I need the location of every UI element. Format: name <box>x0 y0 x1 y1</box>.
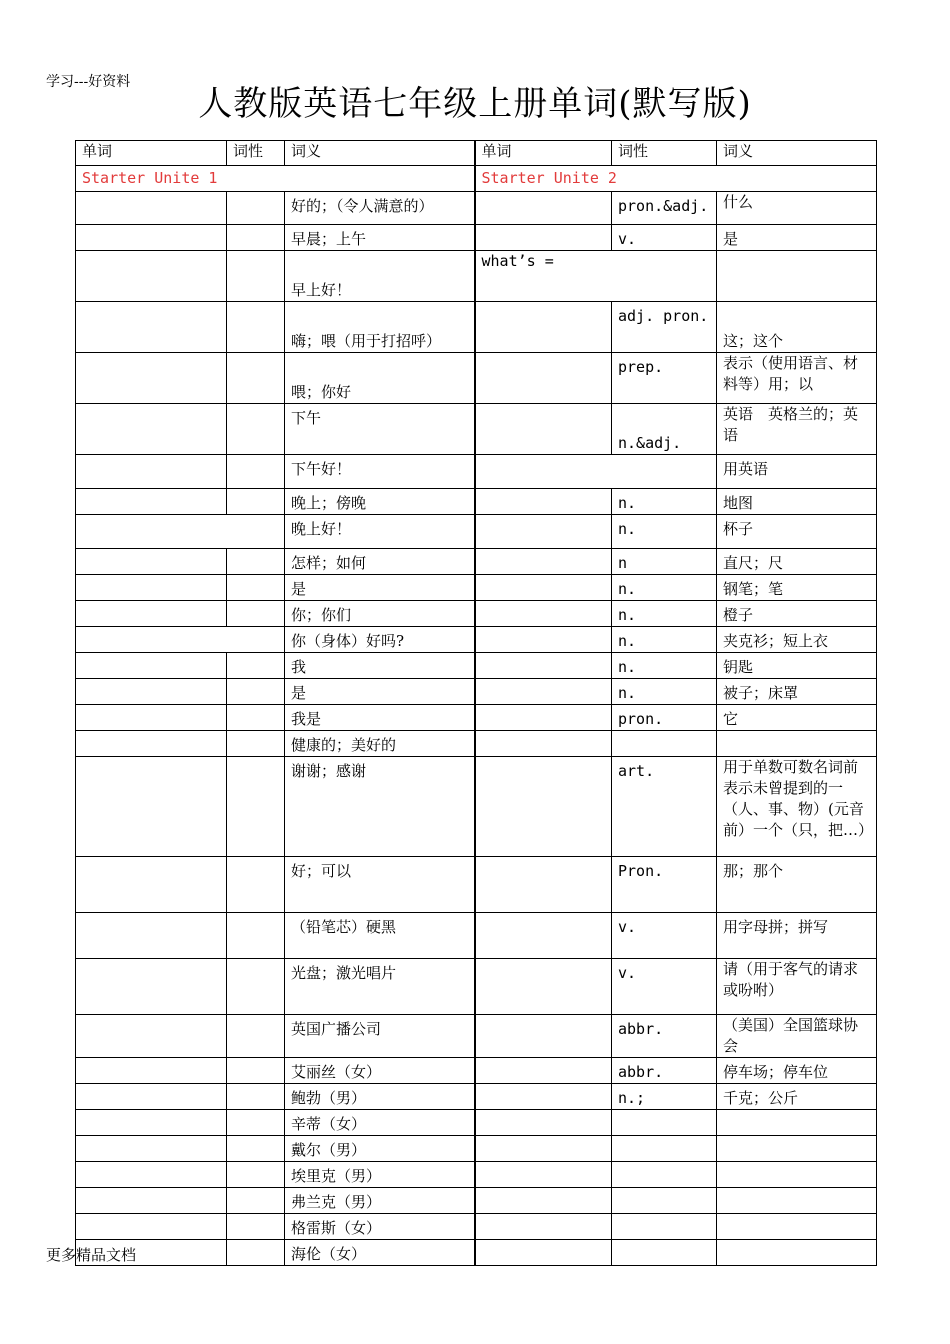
meaning-cell: 戴尔（男） <box>285 1136 475 1162</box>
meaning-cell: 喂；你好 <box>285 353 475 404</box>
pos-cell-2 <box>612 1214 717 1240</box>
page-title: 人教版英语七年级上册单词(默写版) <box>198 84 752 124</box>
table-row <box>76 913 877 959</box>
pos-cell-2: n.&adj. <box>612 404 717 455</box>
footer-note: 更多精品文档 <box>46 1246 137 1264</box>
pos-blank <box>227 757 285 857</box>
pos-cell-2 <box>612 1136 717 1162</box>
pos-blank <box>227 679 285 705</box>
pos-blank <box>227 404 285 455</box>
word-blank-2 <box>475 192 612 225</box>
pos-cell-2: abbr. <box>612 1015 717 1058</box>
word-blank <box>76 302 227 353</box>
meaning-cell-2: 用英语 <box>717 455 877 489</box>
pos-cell-2 <box>612 1188 717 1214</box>
word-blank-2 <box>475 1058 612 1084</box>
meaning-cell-2: 停车场；停车位 <box>717 1058 877 1084</box>
pos-cell-2: n <box>612 549 717 575</box>
table-row <box>76 653 877 679</box>
pos-blank <box>227 225 285 251</box>
meaning-cell-2: 地图 <box>717 489 877 515</box>
header-note: 学习---好资料 <box>46 74 131 90</box>
word-blank-2 <box>475 1084 612 1110</box>
column-header-word-2: 单词 <box>475 141 612 166</box>
meaning-cell-2: （美国）全国篮球协会 <box>717 1015 877 1058</box>
table-row <box>76 302 877 353</box>
pos-blank <box>227 1015 285 1058</box>
table-row <box>76 192 877 225</box>
word-blank <box>76 1110 227 1136</box>
unit-row <box>76 166 877 192</box>
meaning-cell-2: 英语 英格兰的；英语 <box>717 404 877 455</box>
table-row <box>76 627 877 653</box>
meaning-cell-2: 用于单数可数名词前表示未曾提到的一（人、事、物）(元音前）一个（只，把…） <box>717 757 877 857</box>
pos-cell-2: v. <box>612 959 717 1015</box>
word-blank <box>76 1136 227 1162</box>
word-blank-2 <box>475 679 612 705</box>
table-row <box>76 489 877 515</box>
meaning-cell-2: 请（用于客气的请求或吩咐） <box>717 959 877 1015</box>
meaning-cell: 健康的；美好的 <box>285 731 475 757</box>
pos-cell-2: v. <box>612 225 717 251</box>
word-blank <box>76 653 227 679</box>
meaning-cell-2 <box>717 1110 877 1136</box>
word-blank <box>76 1188 227 1214</box>
word-blank <box>76 1214 227 1240</box>
word-blank-2 <box>475 515 612 549</box>
meaning-cell-2 <box>717 731 877 757</box>
word-blank <box>76 1015 227 1058</box>
meaning-cell: 早晨；上午 <box>285 225 475 251</box>
table-row <box>76 757 877 857</box>
word-blank-2 <box>475 653 612 679</box>
meaning-cell: 嗨；喂（用于打招呼） <box>285 302 475 353</box>
word-blank-2 <box>475 1110 612 1136</box>
pos-blank <box>227 1110 285 1136</box>
pos-cell-2 <box>612 1162 717 1188</box>
word-blank <box>76 757 227 857</box>
word-blank <box>76 731 227 757</box>
meaning-cell: 埃里克（男） <box>285 1162 475 1188</box>
meaning-cell: 谢谢；感谢 <box>285 757 475 857</box>
word-blank <box>76 857 227 913</box>
meaning-cell: 格雷斯（女） <box>285 1214 475 1240</box>
word-blank-2 <box>475 549 612 575</box>
table-row <box>76 404 877 455</box>
pos-blank <box>227 549 285 575</box>
meaning-cell: 海伦（女） <box>285 1240 475 1266</box>
meaning-cell: 怎样；如何 <box>285 549 475 575</box>
word-blank <box>76 549 227 575</box>
vocabulary-table <box>75 140 877 1266</box>
pos-blank <box>227 731 285 757</box>
column-header-word: 单词 <box>76 141 227 166</box>
word-blank-2 <box>475 489 612 515</box>
word-blank-2 <box>475 575 612 601</box>
pos-blank <box>227 1240 285 1266</box>
meaning-cell-2: 千克；公斤 <box>717 1084 877 1110</box>
meaning-cell-2 <box>717 1214 877 1240</box>
meaning-cell-2: 那；那个 <box>717 857 877 913</box>
word-blank-2 <box>475 1136 612 1162</box>
word-blank-2 <box>475 913 612 959</box>
meaning-cell-2 <box>717 1136 877 1162</box>
meaning-cell-2 <box>717 1188 877 1214</box>
meaning-cell-2 <box>717 1240 877 1266</box>
pos-cell-2: v. <box>612 913 717 959</box>
pos-blank <box>227 251 285 302</box>
pos-blank <box>227 601 285 627</box>
meaning-cell-2: 用字母拼；拼写 <box>717 913 877 959</box>
word-blank <box>76 192 227 225</box>
pos-cell-2: n. <box>612 515 717 549</box>
meaning-cell-2: 直尺；尺 <box>717 549 877 575</box>
pos-cell-2 <box>612 1110 717 1136</box>
pos-blank <box>227 705 285 731</box>
meaning-cell: （铅笔芯）硬黑 <box>285 913 475 959</box>
pos-cell-2 <box>612 1240 717 1266</box>
table-row <box>76 679 877 705</box>
meaning-cell-2: 什么 <box>717 192 877 225</box>
meaning-cell: 我是 <box>285 705 475 731</box>
table-row <box>76 515 877 549</box>
meaning-cell-2: 杯子 <box>717 515 877 549</box>
word-blank-2 <box>475 959 612 1015</box>
word-blank <box>76 1058 227 1084</box>
pos-blank <box>227 1136 285 1162</box>
table-row <box>76 1084 877 1110</box>
meaning-cell: 晚上好！ <box>285 515 475 549</box>
word-cell-2: what’s = <box>475 251 717 302</box>
pos-cell-2: pron.&adj. <box>612 192 717 225</box>
pos-blank <box>227 1058 285 1084</box>
word-blank <box>76 913 227 959</box>
meaning-cell: 是 <box>285 575 475 601</box>
pos-blank <box>227 1084 285 1110</box>
meaning-cell: 早上好！ <box>285 251 475 302</box>
table-row <box>76 1136 877 1162</box>
pos-blank <box>227 857 285 913</box>
meaning-cell: 晚上；傍晚 <box>285 489 475 515</box>
table-row <box>76 959 877 1015</box>
meaning-cell-2: 夹克衫；短上衣 <box>717 627 877 653</box>
meaning-cell-2: 橙子 <box>717 601 877 627</box>
pos-cell-2: n. <box>612 489 717 515</box>
word-blank-2 <box>475 1188 612 1214</box>
meaning-cell-2: 被子；床罩 <box>717 679 877 705</box>
table-row <box>76 455 877 489</box>
meaning-cell-2: 是 <box>717 225 877 251</box>
meaning-cell: 弗兰克（男） <box>285 1188 475 1214</box>
word-blank <box>76 455 227 489</box>
word-blank <box>76 251 227 302</box>
meaning-cell: 英国广播公司 <box>285 1015 475 1058</box>
table-row <box>76 1214 877 1240</box>
word-blank-2 <box>475 1015 612 1058</box>
word-blank-2 <box>475 1214 612 1240</box>
word-blank <box>76 353 227 404</box>
pos-blank <box>227 1162 285 1188</box>
word-blank-2 <box>475 601 612 627</box>
meaning-cell: 鲍勃（男） <box>285 1084 475 1110</box>
header-row <box>76 141 877 166</box>
word-blank-2 <box>475 302 612 353</box>
word-blank-2 <box>475 455 717 489</box>
word-blank <box>76 679 227 705</box>
table-row <box>76 575 877 601</box>
pos-cell-2: n.; <box>612 1084 717 1110</box>
table-row <box>76 1240 877 1266</box>
pos-cell-2: n. <box>612 679 717 705</box>
unit-title-2: Starter Unite 2 <box>475 166 877 192</box>
meaning-cell-2: 钥匙 <box>717 653 877 679</box>
word-blank-2 <box>475 757 612 857</box>
pos-cell-2: n. <box>612 601 717 627</box>
pos-blank <box>227 913 285 959</box>
meaning-cell-2 <box>717 251 877 302</box>
word-blank <box>76 489 227 515</box>
pos-blank <box>227 353 285 404</box>
column-header-meaning-2: 词义 <box>717 141 877 166</box>
pos-cell-2: n. <box>612 653 717 679</box>
pos-cell-2: Pron. <box>612 857 717 913</box>
word-blank <box>76 705 227 731</box>
pos-cell-2: n. <box>612 575 717 601</box>
word-blank <box>76 575 227 601</box>
meaning-cell: 是 <box>285 679 475 705</box>
table-row <box>76 1015 877 1058</box>
word-blank <box>76 959 227 1015</box>
table-row <box>76 1058 877 1084</box>
table-row <box>76 225 877 251</box>
pos-cell-2: adj. pron. <box>612 302 717 353</box>
pos-cell-2: pron. <box>612 705 717 731</box>
meaning-cell: 你；你们 <box>285 601 475 627</box>
column-header-meaning: 词义 <box>285 141 475 166</box>
pos-blank <box>227 1214 285 1240</box>
word-blank-2 <box>475 1240 612 1266</box>
table-row <box>76 857 877 913</box>
table-row <box>76 731 877 757</box>
word-blank-2 <box>475 353 612 404</box>
pos-blank <box>227 489 285 515</box>
meaning-cell: 好；可以 <box>285 857 475 913</box>
pos-cell-2: n. <box>612 627 717 653</box>
unit-title-1: Starter Unite 1 <box>76 166 475 192</box>
word-blank <box>76 1162 227 1188</box>
pos-cell-2 <box>612 731 717 757</box>
table-row <box>76 705 877 731</box>
pos-blank <box>227 1188 285 1214</box>
table-row <box>76 1188 877 1214</box>
meaning-cell: 你（身体）好吗? <box>285 627 475 653</box>
table-row <box>76 1162 877 1188</box>
word-blank <box>76 627 285 653</box>
meaning-cell-2: 表示（使用语言、材料等）用；以 <box>717 353 877 404</box>
meaning-cell-2 <box>717 1162 877 1188</box>
table-row <box>76 1110 877 1136</box>
meaning-cell-2: 这；这个 <box>717 302 877 353</box>
meaning-cell: 艾丽丝（女） <box>285 1058 475 1084</box>
word-blank-2 <box>475 731 612 757</box>
table-row <box>76 549 877 575</box>
pos-cell-2: art. <box>612 757 717 857</box>
word-blank-2 <box>475 627 612 653</box>
meaning-cell-2: 钢笔；笔 <box>717 575 877 601</box>
pos-blank <box>227 302 285 353</box>
word-blank <box>76 1084 227 1110</box>
pos-blank <box>227 653 285 679</box>
meaning-cell: 下午 <box>285 404 475 455</box>
word-blank-2 <box>475 404 612 455</box>
meaning-cell-2: 它 <box>717 705 877 731</box>
meaning-cell: 光盘；激光唱片 <box>285 959 475 1015</box>
meaning-cell: 我 <box>285 653 475 679</box>
column-header-pos-2: 词性 <box>612 141 717 166</box>
word-blank <box>76 601 227 627</box>
pos-cell-2: prep. <box>612 353 717 404</box>
meaning-cell: 下午好！ <box>285 455 475 489</box>
pos-blank <box>227 192 285 225</box>
meaning-cell: 好的；（令人满意的） <box>285 192 475 225</box>
pos-cell-2: abbr. <box>612 1058 717 1084</box>
pos-blank <box>227 959 285 1015</box>
table-row <box>76 601 877 627</box>
word-blank-2 <box>475 857 612 913</box>
word-blank <box>76 225 227 251</box>
meaning-cell: 辛蒂（女） <box>285 1110 475 1136</box>
table-row <box>76 251 877 302</box>
word-blank <box>76 404 227 455</box>
pos-blank <box>227 455 285 489</box>
table-row <box>76 353 877 404</box>
word-blank <box>76 515 285 549</box>
word-blank-2 <box>475 1162 612 1188</box>
column-header-pos: 词性 <box>227 141 285 166</box>
word-blank-2 <box>475 705 612 731</box>
word-blank-2 <box>475 225 612 251</box>
pos-blank <box>227 575 285 601</box>
